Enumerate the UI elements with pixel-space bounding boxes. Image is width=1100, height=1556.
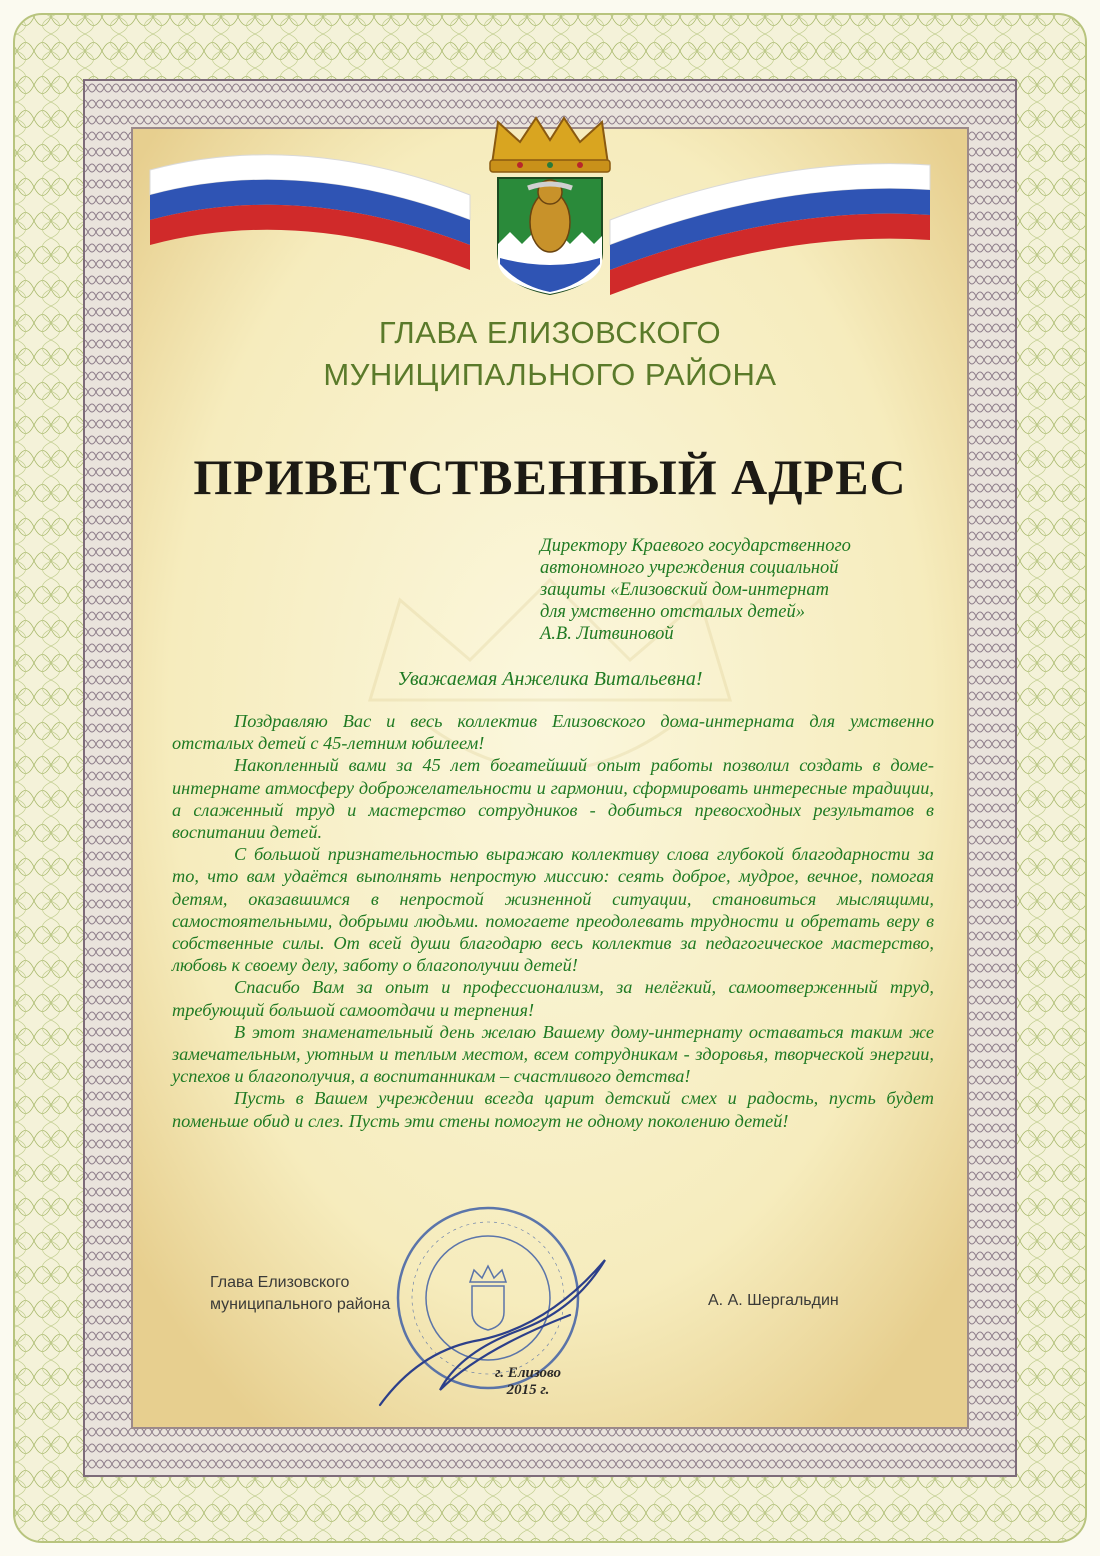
place: г. Елизово [494, 1365, 562, 1381]
issuer-heading [150, 312, 950, 396]
body-paragraph: Накопленный вами за 45 лет богатейший опыт работы позволил создать в доме-интернате атмосферу доброжелательности и гармонии, сформировать интересные традиции, а слаженный труд и мастерство сотрудников - добиться превосходных результатов в воспитании детей. [172, 755, 934, 843]
addressee-line: А.В. Литвиновой [540, 624, 674, 644]
signer-role-line: Глава Елизовского [210, 1274, 350, 1291]
body-paragraph: С большой признательностью выражаю коллективу слова глубокой благодарности за то, что вам удаётся выполнять непростую миссию: сеять доброе, мудрое, вечное, помогая детям, оказавшимся в непростой жизненной ситуации, становиться мыслящими, самостоятельными, добрыми людьми. помогаете преодолевать трудности и обретать веру в собственные силы. От всей души благодарю весь коллектив за педагогическое мастерство, любовь к своему делу, заботу о благополучии детей! [172, 844, 934, 976]
issuer-line: ГЛАВА ЕЛИЗОВСКОГО [378, 315, 722, 350]
body-paragraph: Поздравляю Вас и весь коллектив Елизовского дома-интерната для умственно отсталых детей с 45-летним юбилеем! [172, 711, 934, 754]
addressee-line: Директору Краевого государственного [540, 536, 851, 556]
body-paragraph: Пусть в Вашем учреждении всегда царит детский смех и радость, пусть будет поменьше обид и слез. Пусть эти стены помогут не одному поколению детей! [172, 1088, 934, 1131]
letter-body [172, 710, 934, 1132]
body-paragraph: Спасибо Вам за опыт и профессионализм, за нелёгкий, самоотверженный труд, требующий большой самоотдачи и терпения! [172, 977, 934, 1020]
addressee-block [540, 535, 940, 645]
signer-role-line: муниципального района [210, 1296, 391, 1313]
document-title: ПРИВЕТСТВЕННЫЙ АДРЕС [193, 449, 907, 505]
year: 2015 г. [506, 1382, 550, 1398]
issuer-line: МУНИЦИПАЛЬНОГО РАЙОНА [323, 357, 777, 392]
signer-name: А. А. Шергальдин [708, 1292, 839, 1309]
body-paragraph: В этот знаменательный день желаю Вашему дому-интернату оставаться таким же замечательным, уютным и теплым местом, всем сотрудникам - здоровья, творческой энергии, успехов и благополучия, а воспитанникам – счастливого детства! [172, 1021, 934, 1087]
addressee-line: автономного учреждения социальной [540, 558, 839, 578]
addressee-line: для умственно отсталых детей» [540, 602, 805, 622]
coat-of-arms-icon [470, 112, 630, 297]
salutation: Уважаемая Анжелика Витальевна! [397, 668, 703, 690]
place-and-date [478, 1365, 578, 1399]
addressee-line: защиты «Елизовский дом-интернат [540, 580, 829, 600]
